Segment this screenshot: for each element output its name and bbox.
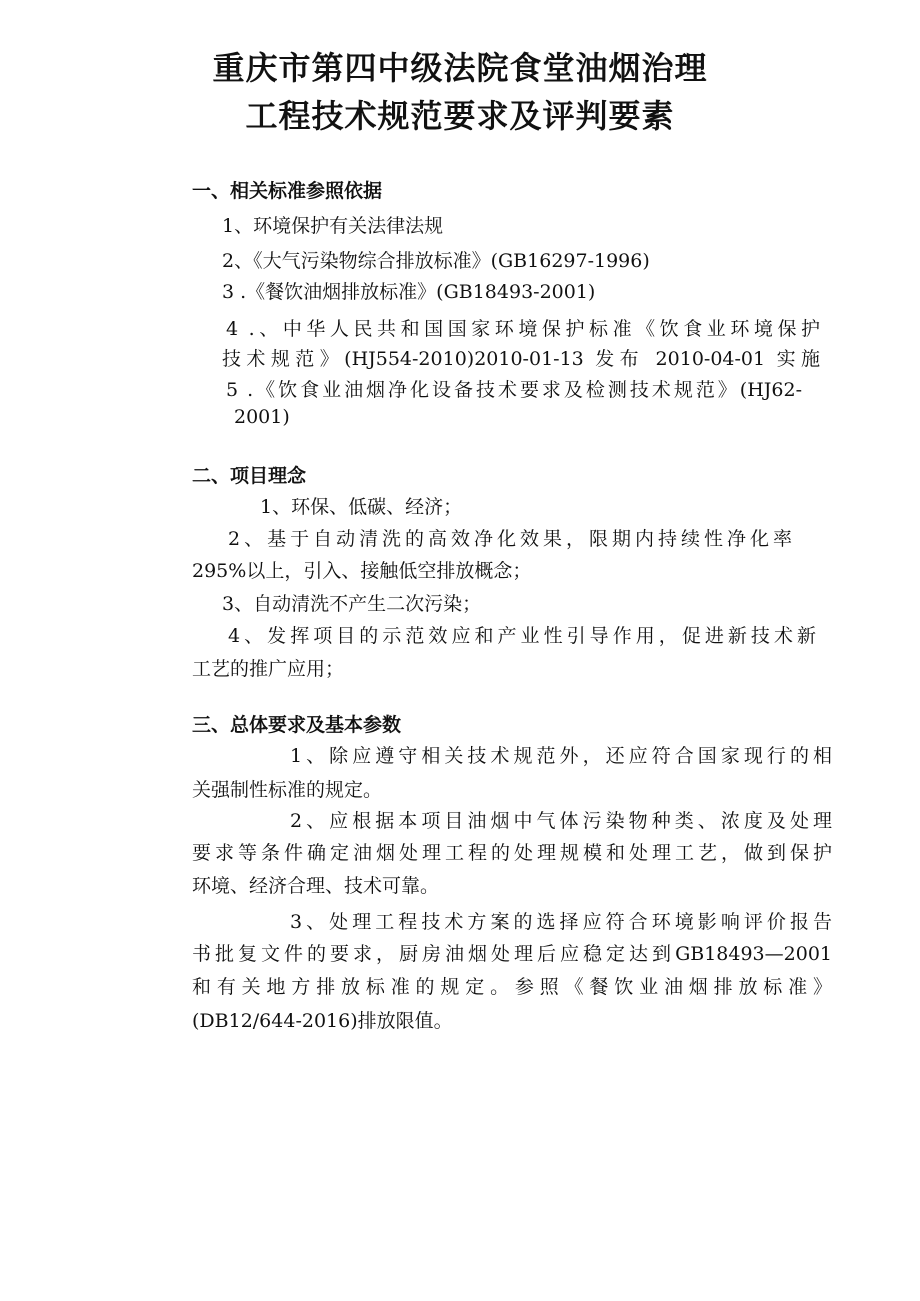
section-3-line-8: 和有关地方排放标准的规定。参照《餐饮业油烟排放标准》 xyxy=(192,976,832,998)
section-3-line-1: 1、除应遵守相关技术规范外，还应符合国家现行的相 xyxy=(290,745,832,767)
section-1-line-6: 5 .《饮食业油烟净化设备技术要求及检测技术规范》(HJ62- xyxy=(226,379,802,401)
section-3-line-2: 关强制性标准的规定。 xyxy=(192,779,383,801)
section-1-heading: 一、相关标准参照依据 xyxy=(192,180,383,202)
section-2-line-5: 4、发挥项目的示范效应和产业性引导作用，促进新技术新 xyxy=(228,625,816,647)
section-3-line-4: 要求等条件确定油烟处理工程的处理规模和处理工艺，做到保护 xyxy=(192,842,832,864)
section-2-line-2: 2、基于自动清洗的高效净化效果，限期内持续性净化率 xyxy=(228,528,792,550)
document-title-line-2: 工程技术规范要求及评判要素 xyxy=(245,97,675,135)
section-2-line-3: 295%以上，引入、接触低空排放概念； xyxy=(192,560,532,582)
section-2-heading: 二、项目理念 xyxy=(192,465,307,487)
section-3-line-6: 3、处理工程技术方案的选择应符合环境影响评价报告 xyxy=(290,911,832,933)
section-2-line-6: 工艺的推广应用； xyxy=(192,658,345,680)
section-3-line-9: (DB12/644-2016)排放限值。 xyxy=(192,1010,453,1032)
section-2-line-1: 1、环保、低碳、经济； xyxy=(260,496,463,518)
section-1-line-4: 4 .、中华人民共和国国家环境保护标准《饮食业环境保护 xyxy=(226,318,820,340)
section-1-line-2: 2、《大气污染物综合排放标准》(GB16297-1996) xyxy=(222,250,650,272)
section-3-line-7: 书批复文件的要求，厨房油烟处理后应稳定达到GB18493—2001 xyxy=(192,943,832,965)
section-1-line-3: 3 .《餐饮油烟排放标准》(GB18493-2001) xyxy=(222,281,596,303)
section-3-line-3: 2、应根据本项目油烟中气体污染物种类、浓度及处理 xyxy=(290,810,832,832)
section-3-line-5: 环境、经济合理、技术可靠。 xyxy=(192,875,440,897)
document-title-line-1: 重庆市第四中级法院食堂油烟治理 xyxy=(212,49,708,87)
section-1-line-7: 2001) xyxy=(234,406,290,428)
section-3-heading: 三、总体要求及基本参数 xyxy=(192,714,402,736)
section-1-line-1: 1、环境保护有关法律法规 xyxy=(222,215,444,237)
section-2-line-4: 3、自动清洗不产生二次污染； xyxy=(222,593,482,615)
section-1-line-5: 技术规范》(HJ554-2010)2010-01-13 发布 2010-04-01 实施 xyxy=(222,348,820,370)
